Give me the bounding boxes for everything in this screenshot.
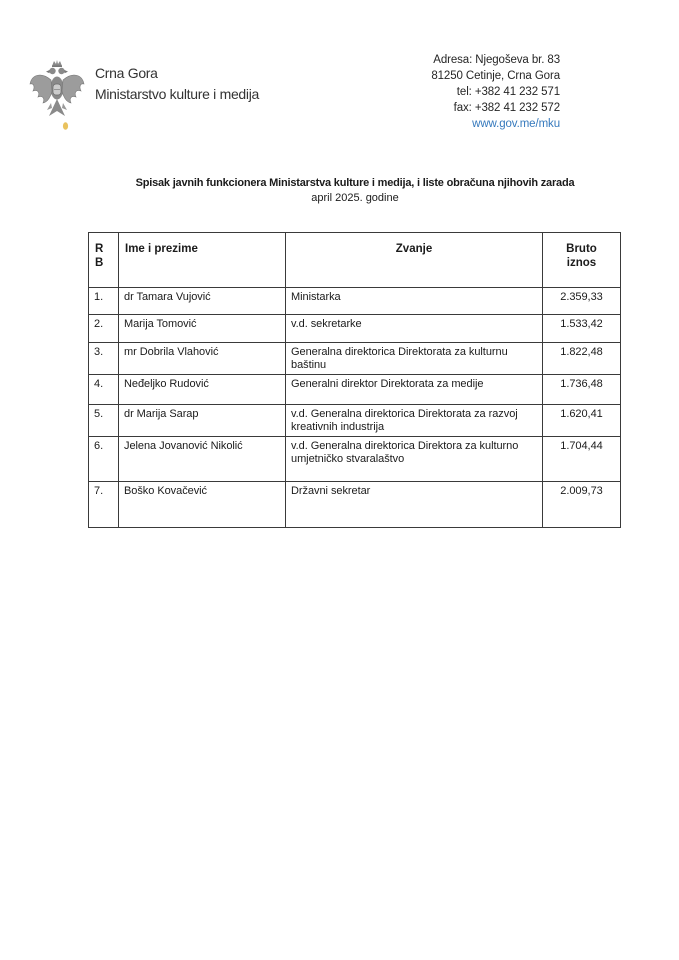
table-row — [89, 375, 621, 405]
cell-rb: 6. — [89, 437, 119, 482]
fax-line: fax: +382 41 232 572 — [453, 102, 560, 114]
coat-of-arms-icon — [28, 58, 86, 133]
cell-name: dr Tamara Vujović — [119, 288, 286, 315]
cell-rb: 4. — [89, 375, 119, 405]
ministry-logo — [28, 58, 86, 133]
cell-title: Generalni direktor Direktorata za medije — [286, 375, 543, 405]
cell-title: Ministarka — [286, 288, 543, 315]
cell-name: Boško Kovačević — [119, 482, 286, 528]
cell-title: v.d. Generalna direktorica Direktora za kulturno umjetničko stvaralaštvo — [286, 437, 543, 482]
website-link[interactable]: www.gov.me/mku — [472, 118, 560, 130]
table-row — [89, 288, 621, 315]
cell-gross: 1.704,44 — [543, 437, 621, 482]
letterhead-org-block — [95, 63, 259, 105]
cell-title: v.d. sekretarke — [286, 315, 543, 343]
document-title: Spisak javnih funkcionera Ministarstva kulture i medija, i liste obračuna njihovih zarada — [135, 177, 575, 189]
cell-rb: 1. — [89, 288, 119, 315]
address-line: Adresa: Njegoševa br. 83 — [433, 54, 560, 66]
cell-rb: 5. — [89, 405, 119, 437]
officials-table — [88, 232, 621, 528]
table-row — [89, 315, 621, 343]
phone-line: tel: +382 41 232 571 — [456, 86, 560, 98]
cell-name: Neđeljko Rudović — [119, 375, 286, 405]
cell-title: v.d. Generalna direktorica Direktorata za razvoj kreativnih industrija — [286, 405, 543, 437]
letterhead-address-block — [431, 52, 560, 132]
address-line: 81250 Cetinje, Crna Gora — [431, 70, 560, 82]
cell-gross: 1.736,48 — [543, 375, 621, 405]
title-block — [88, 176, 622, 206]
cell-gross: 2.359,33 — [543, 288, 621, 315]
table-header-cell-rb: R B — [89, 233, 119, 288]
cell-name: mr Dobrila Vlahović — [119, 343, 286, 375]
table-header-row — [89, 233, 621, 288]
cell-rb: 7. — [89, 482, 119, 528]
table-header-cell-gross: Bruto iznos — [543, 233, 621, 288]
cell-gross: 1.620,41 — [543, 405, 621, 437]
table-header-cell-title: Zvanje — [286, 233, 543, 288]
cell-title: Državni sekretar — [286, 482, 543, 528]
table-row — [89, 343, 621, 375]
table-header-cell-name: Ime i prezime — [119, 233, 286, 288]
table-row — [89, 405, 621, 437]
cell-name: dr Marija Sarap — [119, 405, 286, 437]
table-row — [89, 437, 621, 482]
cell-rb: 3. — [89, 343, 119, 375]
cell-gross: 2.009,73 — [543, 482, 621, 528]
cell-gross: 1.822,48 — [543, 343, 621, 375]
ministry-name: Ministarstvo kulture i medija — [95, 86, 260, 102]
table-body — [89, 288, 621, 528]
cell-rb: 2. — [89, 315, 119, 343]
cell-name: Marija Tomović — [119, 315, 286, 343]
table-header — [89, 233, 621, 288]
table-row — [89, 482, 621, 528]
country-name: Crna Gora — [95, 65, 158, 81]
cell-gross: 1.533,42 — [543, 315, 621, 343]
document-subtitle: april 2025. godine — [311, 192, 399, 204]
cell-title: Generalna direktorica Direktorata za kulturnu baštinu — [286, 343, 543, 375]
cell-name: Jelena Jovanović Nikolić — [119, 437, 286, 482]
